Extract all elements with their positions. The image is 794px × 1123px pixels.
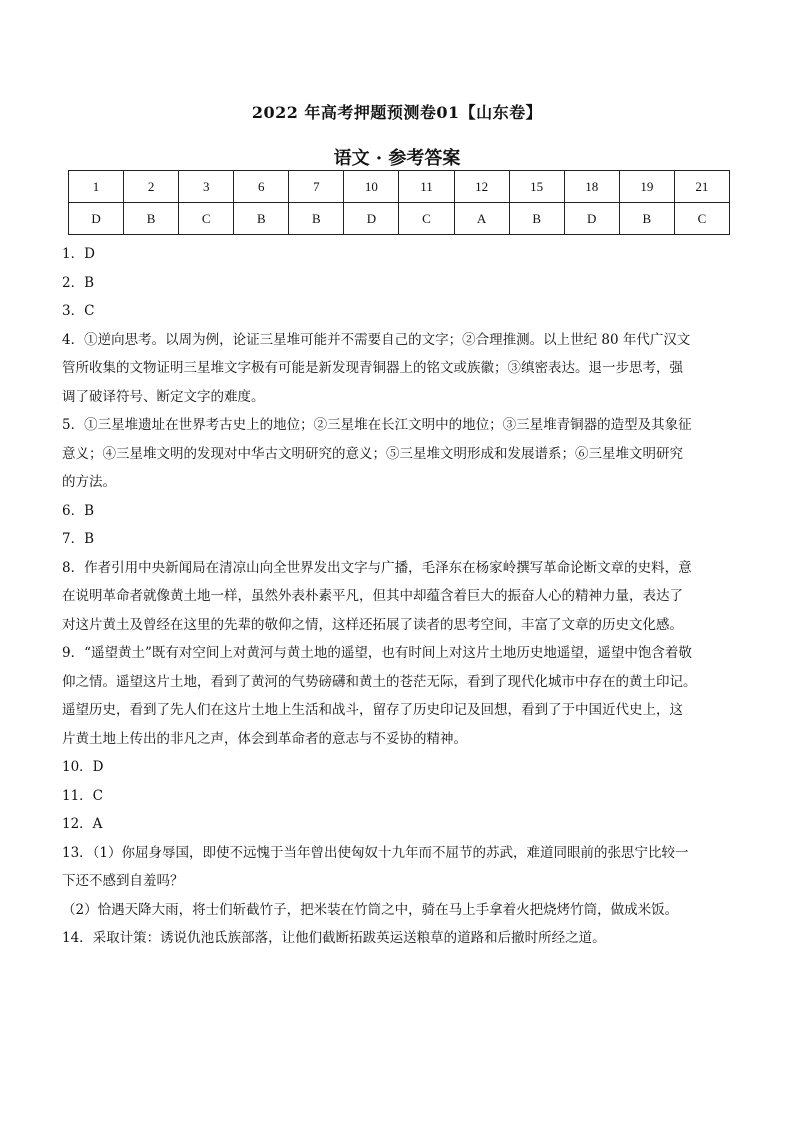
answer-line: 7．B	[62, 531, 95, 547]
question-number-cell: 7	[289, 171, 344, 203]
answer-row	[69, 203, 730, 235]
answer-cell: C	[674, 203, 729, 235]
answer-line: 5．①三星堆遗址在世界考古史上的地位；②三星堆在长江文明中的地位；③三星堆青铜器的造型及其象征	[62, 417, 692, 433]
answer-line: 14．采取计策：诱说仇池氐族部落，让他们截断拓跋英运送粮草的道路和后撤时所经之道。	[62, 930, 606, 946]
answer-table	[68, 170, 730, 235]
answer-line: 仰之情。遥望这片土地，看到了黄河的气势磅礴和黄土的苍茫无际，看到了现代化城市中存在的黄土印记。	[62, 673, 697, 690]
answer-body	[62, 240, 734, 953]
answer-line: 意义；④三星堆文明的发现对中华古文明研究的意义；⑤三星堆文明形成和发展谱系；⑥三星堆文明研究	[62, 445, 683, 462]
answer-line: 管所收集的文物证明三星堆文字极有可能是新发现青铜器上的铭文或族徽；③缜密表达。退一步思考，强	[62, 360, 683, 376]
question-number-cell: 10	[344, 171, 399, 203]
question-number-cell: 19	[619, 171, 674, 203]
answer-line: 8．作者引用中央新闻局在清凉山向全世界发出文字与广播，毛泽东在杨家岭撰写革命论断文章的史料，意	[62, 559, 692, 576]
answer-line: 片黄土地上传出的非凡之声，体会到革命者的意志与不妥协的精神。	[62, 730, 467, 747]
answer-line: 3．C	[62, 303, 95, 319]
answer-cell: D	[69, 203, 124, 235]
answer-cell: B	[234, 203, 289, 235]
question-number-cell: 18	[564, 171, 619, 203]
question-number-cell: 1	[69, 171, 124, 203]
question-number-cell: 3	[179, 171, 234, 203]
answer-cell: C	[399, 203, 454, 235]
answer-line: 11．C	[62, 787, 104, 804]
answer-line: 下还不感到自羞吗？	[62, 873, 184, 889]
answer-cell: B	[509, 203, 564, 235]
answer-cell: A	[454, 203, 509, 235]
answer-cell: B	[619, 203, 674, 235]
answer-line: 遥望历史，看到了先人们在这片土地上生活和战斗，留存了历史印记及回想，看到了于中国近代史上，这	[62, 702, 683, 718]
question-number-cell: 6	[234, 171, 289, 203]
answer-line: （2）恰遇天降大雨，将士们斩截竹子，把米装在竹筒之中，骑在马上手拿着火把烧烤竹筒，做成米饭。	[62, 901, 679, 918]
answer-line: 2．B	[62, 274, 95, 291]
answer-line: 的方法。	[62, 474, 116, 490]
answer-line: 在说明革命者就像黄土地一样，虽然外表朴素平凡，但其中却蕴含着巨大的振奋人心的精神力量，表达了	[62, 588, 683, 604]
answer-cell: C	[179, 203, 234, 235]
answer-cell: B	[289, 203, 344, 235]
question-number-row	[69, 171, 730, 203]
question-number-cell: 11	[399, 171, 454, 203]
answer-line: 9．“遥望黄土”既有对空间上对黄河与黄土地的遥望，也有时间上对这片土地历史地遥望，遥望中饱含着敬	[62, 645, 692, 661]
answer-line: 10．D	[62, 759, 104, 775]
question-number-cell: 2	[124, 171, 179, 203]
document-title: 2022 年高考押题预测卷01【山东卷】	[251, 103, 543, 122]
question-number-cell: 12	[454, 171, 509, 203]
answer-cell: D	[344, 203, 399, 235]
answer-line: 4．①逆向思考。以周为例，论证三星堆可能并不需要自己的文字；②合理推测。以上世纪 80 年代广汉文	[62, 331, 691, 348]
answer-line: 13．（1）你屈身辱国，即使不远愧于当年曾出使匈奴十九年而不屈节的苏武，难道同眼前的张思宁比较一	[62, 844, 689, 861]
question-number-cell: 15	[509, 171, 564, 203]
answer-line: 12．A	[62, 816, 103, 832]
answer-line: 调了破译符号、断定文字的难度。	[62, 388, 265, 405]
answer-line: 6．B	[62, 502, 95, 519]
answer-cell: D	[564, 203, 619, 235]
answer-cell: B	[124, 203, 179, 235]
question-number-cell: 21	[674, 171, 729, 203]
answer-line: 1．D	[62, 246, 95, 262]
answer-line: 对这片黄土及曾经在这里的先辈的敬仰之情，这样还拓展了读者的思考空间，丰富了文章的历史文化感。	[62, 616, 683, 633]
document-subtitle: 语文 · 参考答案	[333, 148, 461, 169]
